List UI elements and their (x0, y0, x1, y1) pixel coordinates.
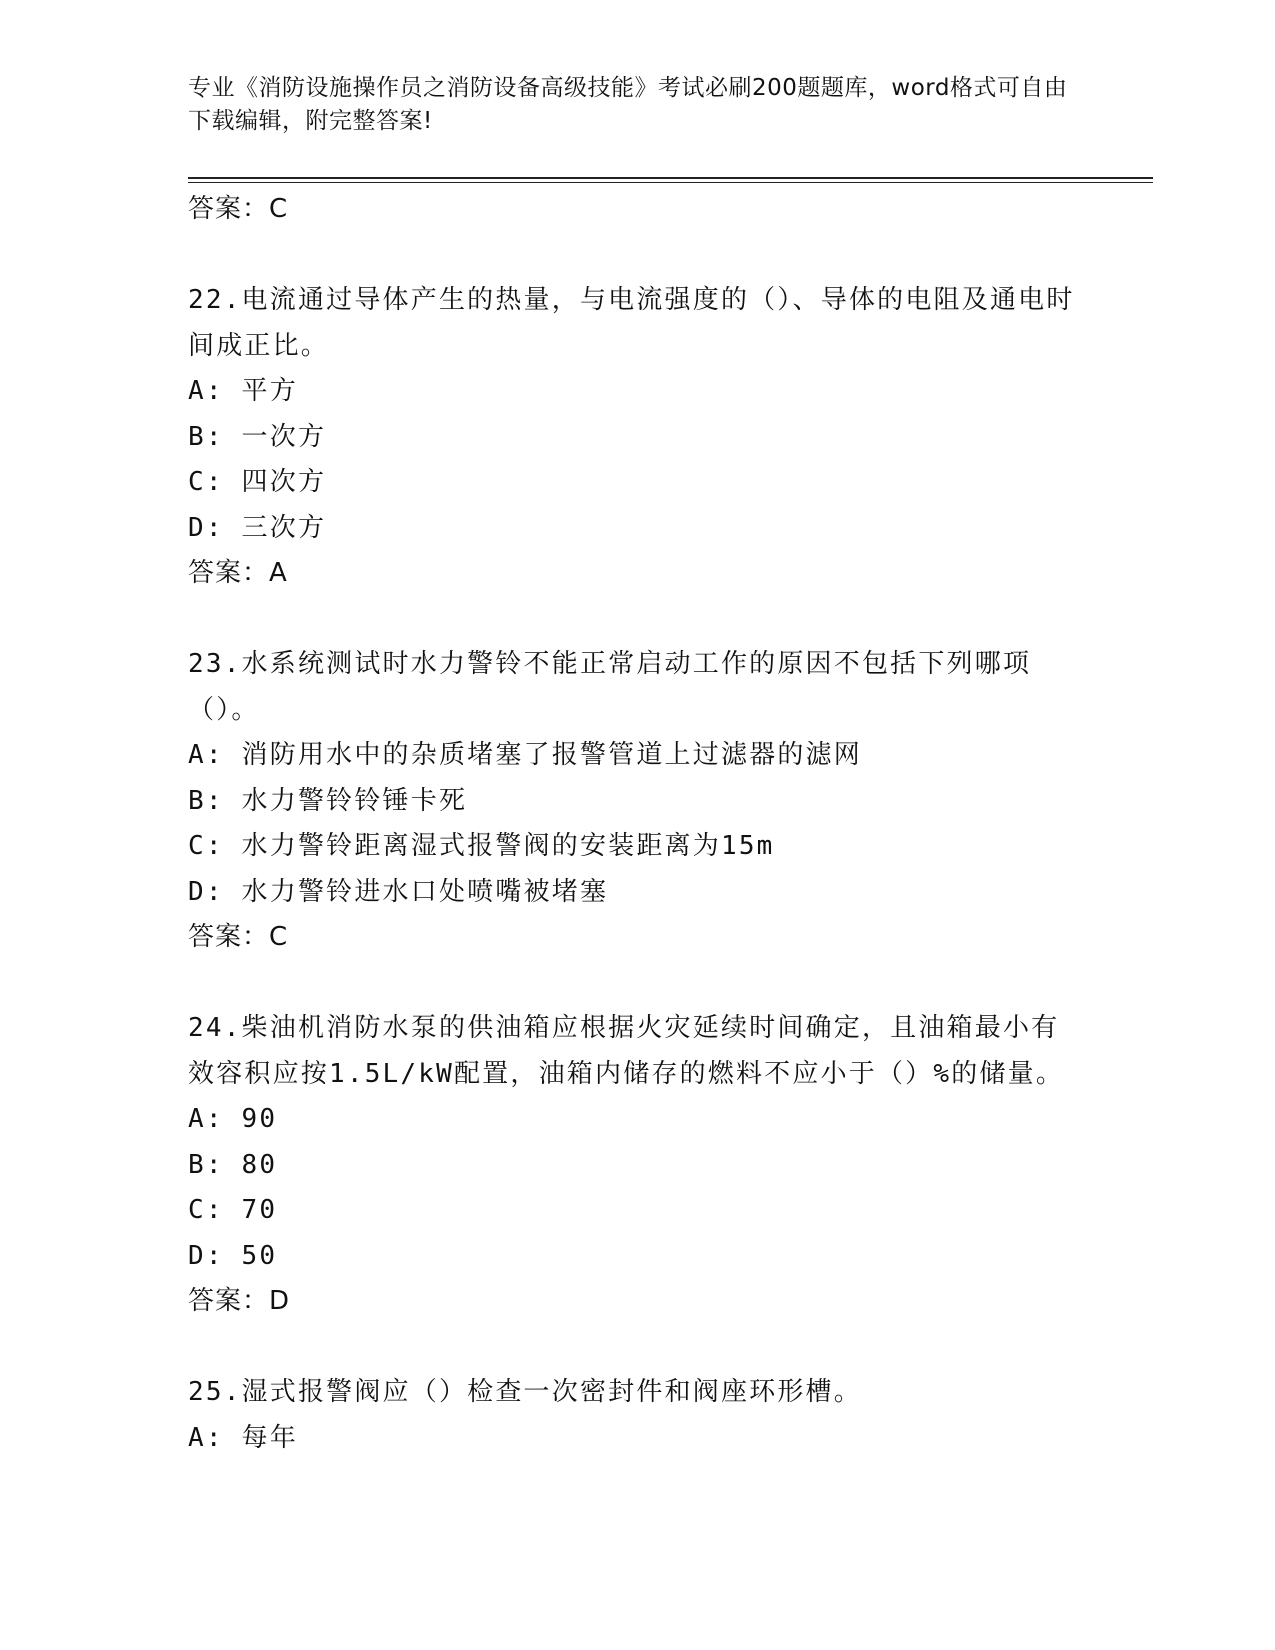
option-line: B: 一次方 (188, 421, 327, 452)
answer-line: 答案：D (188, 1286, 291, 1316)
answer-line: 答案：A (188, 558, 288, 588)
option-line: B: 水力警铃铃锤卡死 (188, 785, 468, 816)
option-line: C: 70 (188, 1195, 278, 1225)
option-line: D: 50 (188, 1240, 278, 1271)
option-line: A: 每年 (188, 1422, 298, 1453)
block-spacer (188, 961, 1088, 1007)
option-line: A: 平方 (188, 376, 298, 406)
block-spacer (188, 1325, 1088, 1371)
option-line: A: 消防用水中的杂质堵塞了报警管道上过滤器的滤网 (188, 740, 862, 770)
question-stem: 23.水系统测试时水力警铃不能正常启动工作的原因不包括下列哪项（）。 (188, 649, 1032, 725)
question-stem: 25.湿式报警阀应（）检查一次密封件和阀座环形槽。 (188, 1377, 862, 1407)
option-line: C: 四次方 (188, 467, 327, 497)
option-line: D: 三次方 (188, 512, 327, 543)
option-line: D: 水力警铃进水口处喷嘴被堵塞 (188, 876, 609, 907)
option-line: B: 80 (188, 1149, 278, 1180)
block-spacer (188, 597, 1088, 643)
question-list (188, 187, 1088, 1461)
block-spacer (188, 233, 1088, 279)
question-stem: 24.柴油机消防水泵的供油箱应根据火灾延续时间确定，且油箱最小有效容积应按1.5L/kW配置，油箱内储存的燃料不应小于（）%的储量。 (188, 1013, 1065, 1089)
question-stem: 22.电流通过导体产生的热量，与电流强度的（）、导体的电阻及通电时间成正比。 (188, 285, 1075, 361)
option-line: A: 90 (188, 1104, 278, 1134)
answer-line: 答案：C (188, 922, 289, 952)
header-rule-thick (188, 177, 1153, 179)
option-line: C: 水力警铃距离湿式报警阀的安装距离为15m (188, 831, 775, 861)
answer-line: 答案：C (188, 194, 289, 224)
header-rule-thin (188, 182, 1153, 183)
document-header: 专业《消防设施操作员之消防设备高级技能》考试必刷200题题库，word格式可自由下载编辑，附完整答案! (188, 75, 1068, 134)
